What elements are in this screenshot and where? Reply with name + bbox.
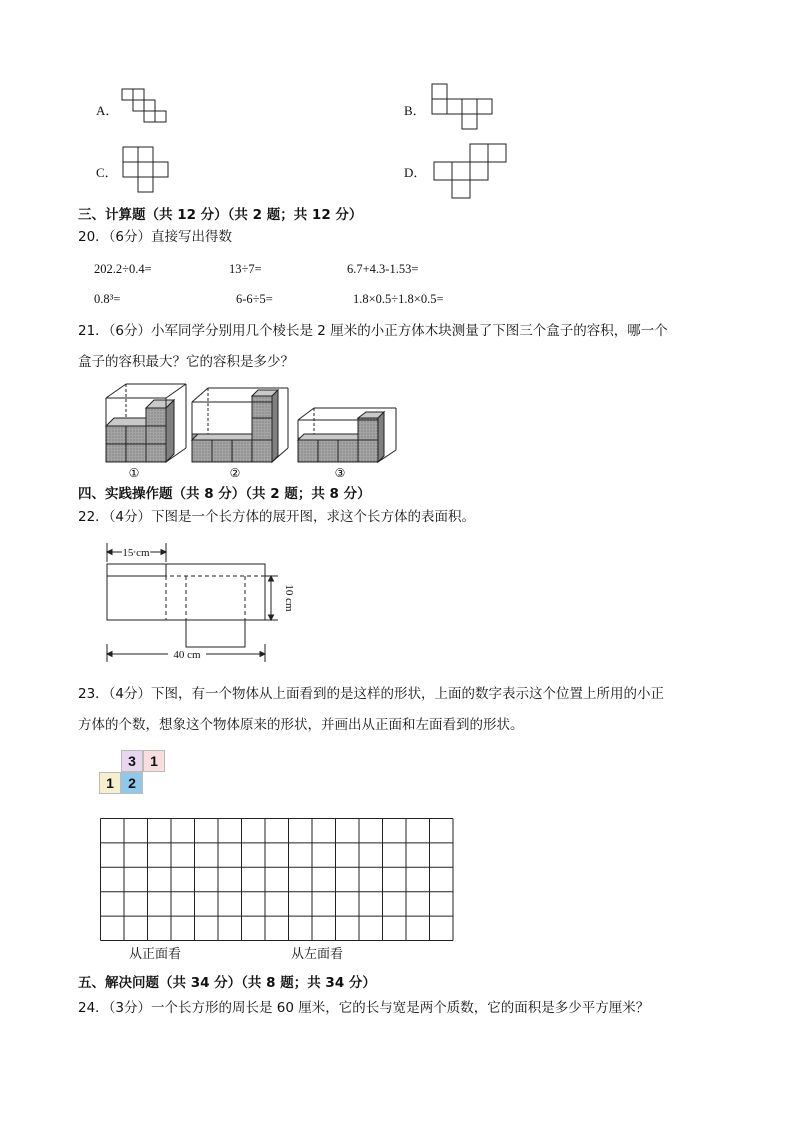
q20-item-2: 13÷7=	[229, 262, 262, 276]
q20-item-3: 6.7+4.3-1.53=	[347, 262, 419, 276]
box-label-1: ①	[128, 466, 140, 480]
box-label-2: ②	[229, 466, 241, 480]
cube-net-c-icon	[118, 142, 170, 198]
q21-boxes-figure	[100, 382, 405, 480]
box-1	[106, 384, 186, 462]
option-c-label: C．	[96, 165, 118, 180]
top-view-cell-1a: 1	[143, 750, 165, 772]
label-front-view: 从正面看	[129, 947, 182, 962]
q23-line-2: 方体的个数，想象这个物体原来的形状，并画出从正面和左面看到的形状。	[78, 717, 524, 733]
option-d-label: D．	[404, 165, 427, 180]
q23-line-1: 23．（4分）下图，有一个物体从上面看到的是这样的形状，上面的数字表示这个位置上所用的小正	[78, 686, 665, 702]
q20-item-5: 6-6÷5=	[236, 292, 273, 306]
section-3-title: 三、计算题（共 12 分）（共 2 题；共 12 分）	[78, 207, 363, 223]
dim-top-label: 15 cm	[122, 547, 150, 559]
q20-item-1: 202.2÷0.4=	[94, 262, 152, 276]
box-label-3: ③	[334, 466, 346, 480]
section-5-title: 五、解决问题（共 34 分）（共 8 题；共 34 分）	[78, 975, 376, 991]
top-view-cell-1b: 1	[99, 772, 121, 794]
q24-stem: 24．（3分）一个长方形的周长是 60 厘米，它的长与宽是两个质数，它的面积是多少平方厘米？	[78, 1000, 650, 1016]
label-left-view: 从左面看	[291, 947, 344, 962]
q22-stem: 22．（4分）下图是一个长方体的展开图，求这个长方体的表面积。	[78, 509, 476, 525]
dim-right-label: 10 cm	[283, 584, 295, 612]
option-a-label: A．	[96, 103, 119, 118]
option-b-label: B．	[404, 103, 426, 118]
box-2	[192, 388, 288, 462]
dim-bottom-label: 40 cm	[173, 649, 201, 661]
answer-grid[interactable]	[100, 818, 454, 941]
q20-stem: 20．（6分）直接写出得数	[78, 229, 233, 245]
cube-net-b-icon	[428, 82, 498, 132]
q21-line-1: 21．（6分）小军同学分别用几个棱长是 2 厘米的小正方体木块测量了下图三个盒子的容积，哪一个	[78, 323, 668, 339]
cube-net-d-icon	[428, 140, 510, 202]
cube-net-a-icon	[118, 86, 170, 124]
top-view-figure	[99, 750, 167, 794]
top-view-cell-2: 2	[121, 772, 143, 794]
top-view-cell-3: 3	[121, 750, 143, 772]
section-4-title: 四、实践操作题（共 8 分）（共 2 题；共 8 分）	[78, 486, 371, 502]
q21-line-2: 盒子的容积最大？它的容积是多少？	[78, 354, 294, 370]
q20-item-6: 1.8×0.5÷1.8×0.5=	[353, 292, 444, 306]
box-3	[298, 408, 396, 462]
q20-item-4: 0.8³=	[94, 292, 121, 306]
q22-net-figure	[98, 540, 304, 668]
